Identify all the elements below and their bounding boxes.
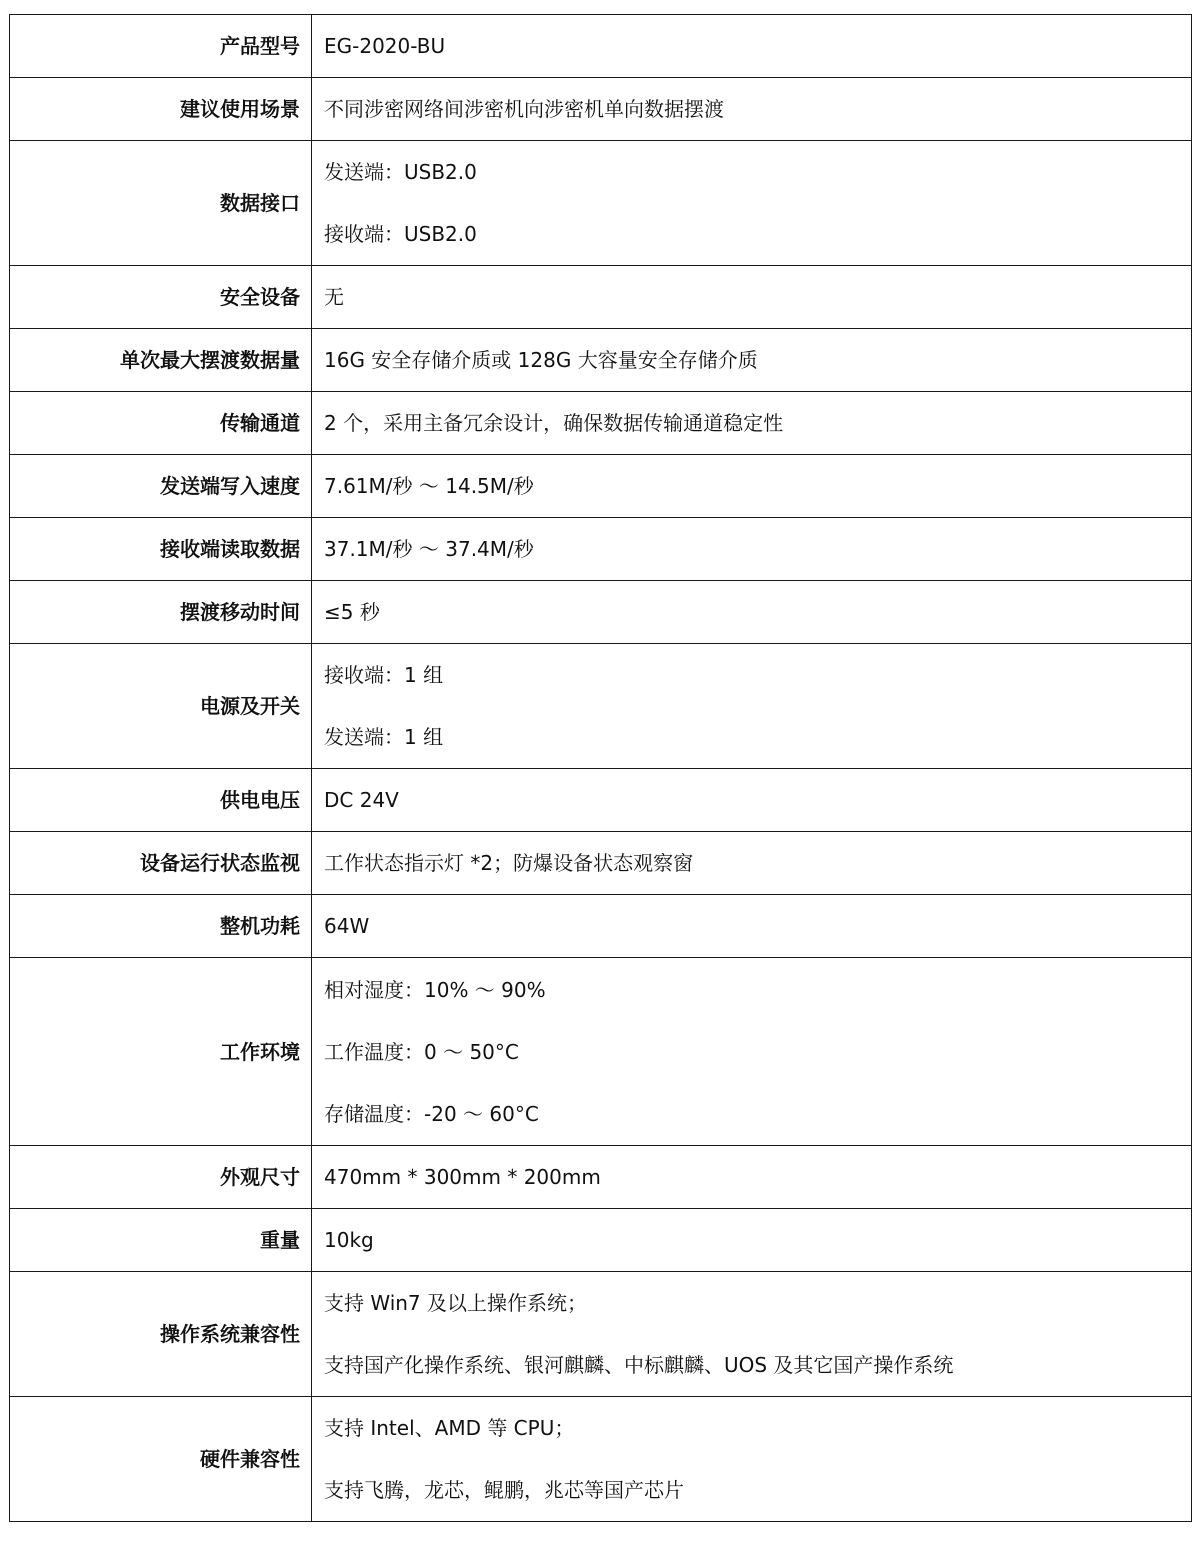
- row-power-consumption: [10, 895, 1192, 958]
- row-status-monitor: [10, 832, 1192, 895]
- spec-table: [9, 14, 1192, 1522]
- row-value: [312, 15, 1192, 78]
- value-line: 支持飞腾，龙芯，鲲鹏，兆芯等国产芯片: [324, 1478, 684, 1502]
- value-line: DC 24V: [324, 788, 399, 812]
- row-value: [312, 1146, 1192, 1209]
- value-line: 不同涉密网络间涉密机向涉密机单向数据摆渡: [324, 97, 724, 121]
- value-line: 10kg: [324, 1228, 374, 1252]
- row-transfer-time: [10, 581, 1192, 644]
- value-line: 支持 Intel、AMD 等 CPU；: [324, 1416, 575, 1440]
- value-line: 工作温度：0 ～ 50°C: [324, 1039, 519, 1064]
- value-line: 发送端：USB2.0: [324, 160, 477, 184]
- row-label: 设备运行状态监视: [10, 832, 312, 895]
- row-label: 整机功耗: [10, 895, 312, 958]
- row-value: [312, 1272, 1192, 1397]
- value-line: 7.61M/秒 ～ 14.5M/秒: [324, 474, 534, 498]
- row-value: [312, 1397, 1192, 1522]
- value-line: 接收端：1 组: [324, 663, 444, 687]
- row-supply-voltage: [10, 769, 1192, 832]
- row-environment: [10, 958, 1192, 1146]
- row-power-switch: [10, 644, 1192, 769]
- row-label: 工作环境: [10, 958, 312, 1146]
- row-label: 数据接口: [10, 141, 312, 266]
- value-line: 16G 安全存储介质或 128G 大容量安全存储介质: [324, 348, 758, 372]
- row-value: [312, 1209, 1192, 1272]
- row-label: 建议使用场景: [10, 78, 312, 141]
- row-label: 产品型号: [10, 15, 312, 78]
- row-model: [10, 15, 1192, 78]
- row-read-speed: [10, 518, 1192, 581]
- row-value: [312, 644, 1192, 769]
- value-line: 工作状态指示灯 *2；防爆设备状态观察窗: [324, 851, 694, 875]
- row-label: 传输通道: [10, 392, 312, 455]
- row-value: [312, 329, 1192, 392]
- row-value: [312, 769, 1192, 832]
- row-label: 重量: [10, 1209, 312, 1272]
- value-line: 相对湿度：10% ～ 90%: [324, 977, 546, 1002]
- row-value: [312, 958, 1192, 1146]
- row-hardware-compatibility: [10, 1397, 1192, 1522]
- value-line: 37.1M/秒 ～ 37.4M/秒: [324, 537, 534, 561]
- row-value: [312, 832, 1192, 895]
- row-value: [312, 266, 1192, 329]
- row-value: [312, 455, 1192, 518]
- row-value: [312, 518, 1192, 581]
- row-label: 摆渡移动时间: [10, 581, 312, 644]
- row-write-speed: [10, 455, 1192, 518]
- row-label: 电源及开关: [10, 644, 312, 769]
- row-transfer-channel: [10, 392, 1192, 455]
- row-label: 硬件兼容性: [10, 1397, 312, 1522]
- value-line: 发送端：1 组: [324, 725, 444, 749]
- value-line: ≤5 秒: [324, 600, 380, 624]
- row-value: [312, 392, 1192, 455]
- value-line: EG-2020-BU: [324, 34, 446, 58]
- value-line: 470mm * 300mm * 200mm: [324, 1165, 601, 1189]
- value-line: 无: [324, 285, 344, 309]
- row-security-device: [10, 266, 1192, 329]
- row-value: [312, 581, 1192, 644]
- value-line: 支持国产化操作系统、银河麒麟、中标麒麟、UOS 及其它国产操作系统: [324, 1353, 954, 1377]
- value-line: 64W: [324, 914, 370, 938]
- row-label: 操作系统兼容性: [10, 1272, 312, 1397]
- value-line: 支持 Win7 及以上操作系统；: [324, 1291, 588, 1315]
- row-label: 外观尺寸: [10, 1146, 312, 1209]
- row-os-compatibility: [10, 1272, 1192, 1397]
- row-label: 单次最大摆渡数据量: [10, 329, 312, 392]
- row-scenario: [10, 78, 1192, 141]
- row-value: [312, 895, 1192, 958]
- row-label: 接收端读取数据: [10, 518, 312, 581]
- row-weight: [10, 1209, 1192, 1272]
- value-line: 2 个，采用主备冗余设计，确保数据传输通道稳定性: [324, 411, 784, 435]
- row-label: 供电电压: [10, 769, 312, 832]
- row-dimensions: [10, 1146, 1192, 1209]
- row-value: [312, 78, 1192, 141]
- row-max-transfer: [10, 329, 1192, 392]
- row-label: 安全设备: [10, 266, 312, 329]
- value-line: 接收端：USB2.0: [324, 222, 477, 246]
- row-value: [312, 141, 1192, 266]
- row-label: 发送端写入速度: [10, 455, 312, 518]
- value-line: 存储温度：-20 ～ 60°C: [324, 1101, 539, 1126]
- row-data-interface: [10, 141, 1192, 266]
